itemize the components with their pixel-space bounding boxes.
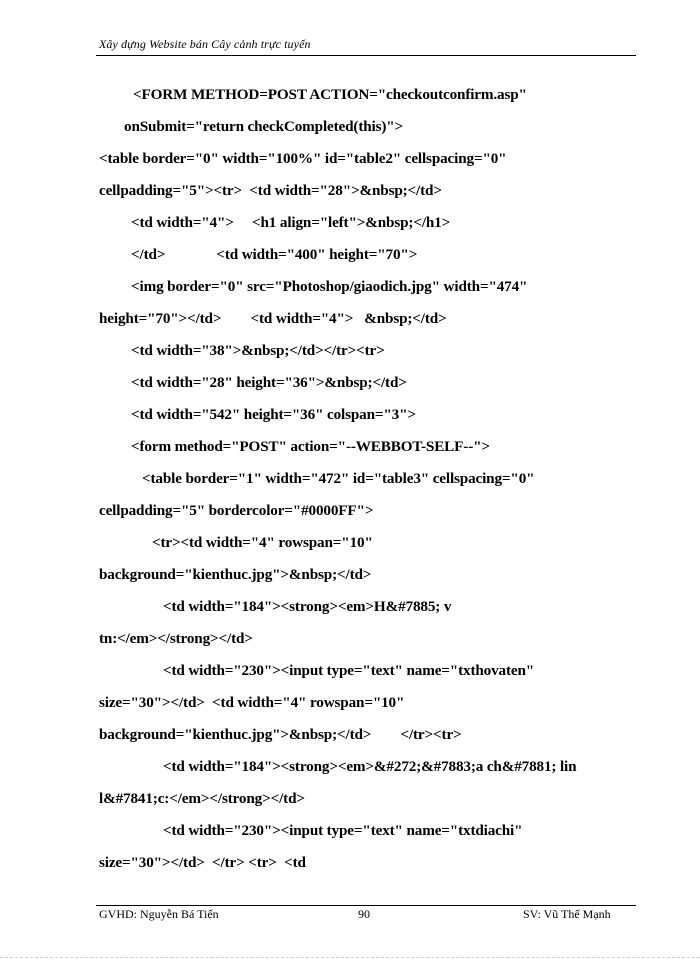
page-number: 90 bbox=[358, 907, 370, 921]
code-line: cellpadding="5"><tr> <td width="28">&nbsp;</td> bbox=[99, 182, 442, 199]
footer-student: SV: Vũ Thế Mạnh bbox=[523, 907, 611, 921]
footer-divider bbox=[96, 905, 636, 906]
header-title: Xây dựng Website bán Cây cảnh trực tuyến bbox=[99, 37, 311, 51]
code-line: <td width="184"><strong><em>&#272;&#7883;a ch&#7881; lin bbox=[163, 758, 577, 775]
code-line: <table border="0" width="100%" id="table2" cellspacing="0" bbox=[99, 150, 507, 167]
code-line: onSubmit="return checkCompleted(this)"> bbox=[124, 118, 404, 135]
code-line: </td> <td width="400" height="70"> bbox=[131, 246, 418, 263]
code-line: <td width="542" height="36" colspan="3"> bbox=[131, 406, 416, 423]
code-line: size="30"></td> <td width="4" rowspan="10" bbox=[99, 694, 405, 711]
code-line: <img border="0" src="Photoshop/giaodich.jpg" width="474" bbox=[131, 278, 528, 295]
code-line: <td width="4"> <h1 align="left">&nbsp;</h1> bbox=[131, 214, 451, 231]
code-line: <td width="28" height="36">&nbsp;</td> bbox=[131, 374, 407, 391]
code-line: cellpadding="5" bordercolor="#0000FF"> bbox=[99, 502, 374, 519]
code-line: <tr><td width="4" rowspan="10" bbox=[152, 534, 373, 551]
code-line: <td width="230"><input type="text" name="txthovaten" bbox=[163, 662, 535, 679]
code-line: size="30"></td> </tr> <tr> <td bbox=[99, 854, 306, 871]
code-line: <td width="230"><input type="text" name="txtdiachi" bbox=[163, 822, 523, 839]
code-line: <form method="POST" action="--WEBBOT-SELF--"> bbox=[131, 438, 490, 455]
code-line: background="kienthuc.jpg">&nbsp;</td> </tr><tr> bbox=[99, 726, 462, 743]
code-line: <td width="184"><strong><em>H&#7885; v bbox=[163, 598, 452, 615]
code-line: height="70"></td> <td width="4"> &nbsp;</td> bbox=[99, 310, 447, 327]
page-edge-divider bbox=[0, 957, 700, 958]
code-line: tn:</em></strong></td> bbox=[99, 630, 253, 647]
code-line: l&#7841;c:</em></strong></td> bbox=[99, 790, 305, 807]
code-line: <table border="1" width="472" id="table3" cellspacing="0" bbox=[142, 470, 535, 487]
code-line: <FORM METHOD=POST ACTION="checkoutconfirm.asp" bbox=[133, 86, 527, 103]
code-line: <td width="38">&nbsp;</td></tr><tr> bbox=[131, 342, 385, 359]
header-divider bbox=[96, 55, 636, 56]
footer-supervisor: GVHD: Nguyễn Bá Tiến bbox=[99, 907, 219, 921]
code-line: background="kienthuc.jpg">&nbsp;</td> bbox=[99, 566, 372, 583]
